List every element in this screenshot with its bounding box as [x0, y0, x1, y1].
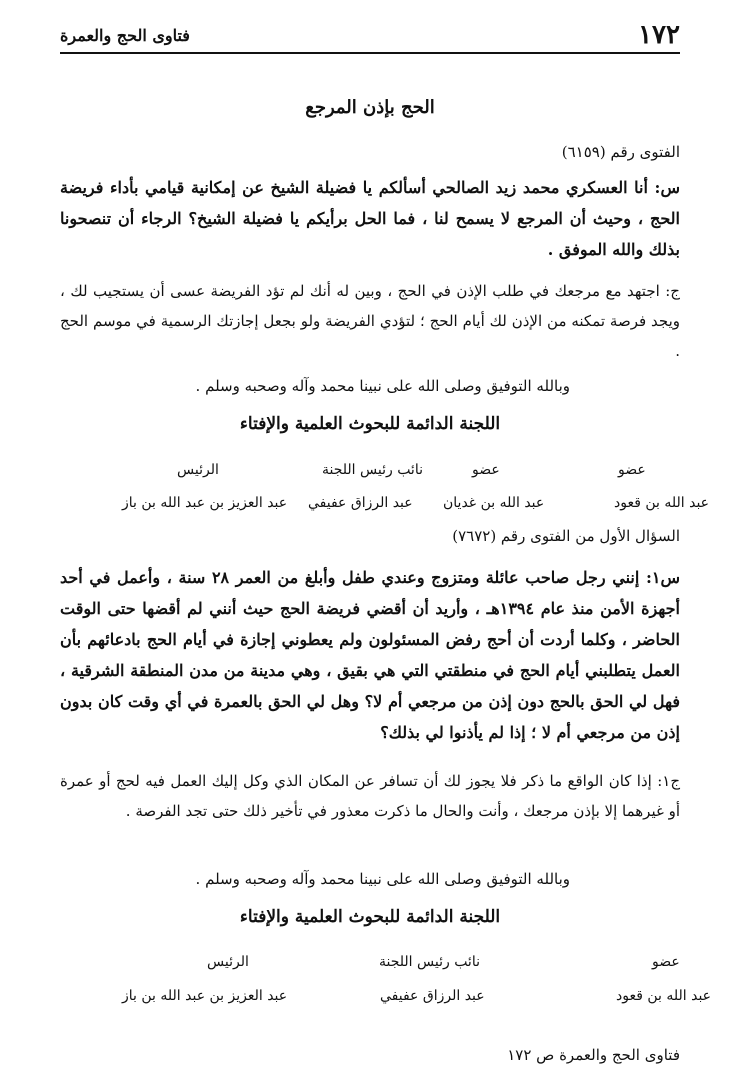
fatwa2-role-chair: الرئيس — [207, 954, 249, 970]
fatwa1-role-deputy: نائب رئيس اللجنة — [322, 462, 423, 478]
page-header — [60, 18, 680, 52]
fatwa1-closing: وبالله التوفيق وصلى الله على نبينا محمد وآله وصحبه وسلم . — [195, 377, 570, 395]
fatwa2-committee: اللجنة الدائمة للبحوث العلمية والإفتاء — [239, 907, 501, 927]
fatwa2-question: س١: إنني رجل صاحب عائلة ومتزوج وعندي طفل وأبلغ من العمر ٢٨ سنة ، وأعمل في أحد أجهزة الأمن منذ عام ١٣٩٤هـ ، وأريد أن أقضي فريضة الحج حيث أنني لم أقضها حتى الوقت الحاضر ، وكلما أردت أن أحج رفض المسئولون ولم يعطوني إجازة في أيام الحج بادعائهم بأن العمل يتطلبني أيام الحج في منطقتي التي هي بقيق ، وهي مدينة من مدن المنطقة الشرقية ، فهل لي الحق بالحج دون إذن من مرجعي أم لا؟ وهل لي الحق بالعمرة في أي وقت كان بدون إذن من مرجعي أم لا ؛ إذا لم يأذنوا لي بذلك؟ — [60, 568, 681, 742]
fatwa1-signature-roles — [60, 462, 680, 486]
fatwa1-name-member2: عبد الله بن غديان — [443, 495, 545, 511]
fatwa2-name-deputy: عبد الرزاق عفيفي — [380, 988, 485, 1004]
fatwa2-signature-roles — [60, 954, 680, 978]
fatwa1-reference: الفتوى رقم (٦١٥٩) — [561, 143, 680, 161]
fatwa1-role-chair: الرئيس — [177, 462, 219, 478]
fatwa2-role-deputy: نائب رئيس اللجنة — [379, 954, 480, 970]
fatwa1-signature-names — [60, 495, 710, 519]
fatwa2-role-member: عضو — [652, 954, 680, 970]
fatwa1-role-member2: عضو — [472, 462, 500, 478]
fatwa2-reference: السؤال الأول من الفتوى رقم (٧٦٧٢) — [452, 527, 680, 545]
fatwa2-answer: ج١: إذا كان الواقع ما ذكر فلا يجوز لك أن تسافر عن المكان الذي وكل إليك العمل فيه لحج أو عمرة أو غيرهما إلا بإذن مرجعك ، وأنت والحال ما ذكرت معذور في تأخير ذلك حتى تجد الفرصة . — [60, 772, 680, 820]
fatwa2-name-member: عبد الله بن قعود — [616, 988, 712, 1004]
section-title: الحج بإذن المرجع — [305, 97, 435, 118]
fatwa1-committee: اللجنة الدائمة للبحوث العلمية والإفتاء — [239, 414, 501, 434]
fatwa1-question: س: أنا العسكري محمد زيد الصالحي أسألكم يا فضيلة الشيخ عن إمكانية قيامي بأداء فريضة الحج ، وحيث أن المرجع لا يسمح لنا ، فما الحل برأيكم يا فضيلة الشيخ؟ الرجاء أن تنصحونا بذلك والله الموفق . — [60, 178, 680, 259]
fatwa2-signature-names — [60, 988, 712, 1012]
footer-source: فتاوى الحج والعمرة ص ١٧٢ — [507, 1046, 680, 1064]
fatwa2-closing: وبالله التوفيق وصلى الله على نبينا محمد وآله وصحبه وسلم . — [195, 870, 570, 888]
page-number: ١٧٢ — [638, 20, 680, 50]
fatwa1-role-member: عضو — [618, 462, 646, 478]
fatwa1-name-member: عبد الله بن قعود — [614, 495, 710, 511]
running-title: فتاوى الحج والعمرة — [60, 25, 190, 45]
header-rule — [60, 52, 680, 54]
fatwa1-name-chair: عبد العزيز بن عبد الله بن باز — [122, 495, 288, 511]
fatwa1-answer: ج: اجتهد مع مرجعك في طلب الإذن في الحج ، وبين له أنك لم تؤد الفريضة عسى أن يستجيب لك ، ويجد فرصة تمكنه من الإذن لك أيام الحج ؛ لتؤدي الفريضة ولو بجعل إجازتك الرسمية في موسم الحج . — [60, 282, 680, 360]
fatwa2-name-chair: عبد العزيز بن عبد الله بن باز — [122, 988, 288, 1004]
fatwa1-name-deputy: عبد الرزاق عفيفي — [308, 495, 413, 511]
